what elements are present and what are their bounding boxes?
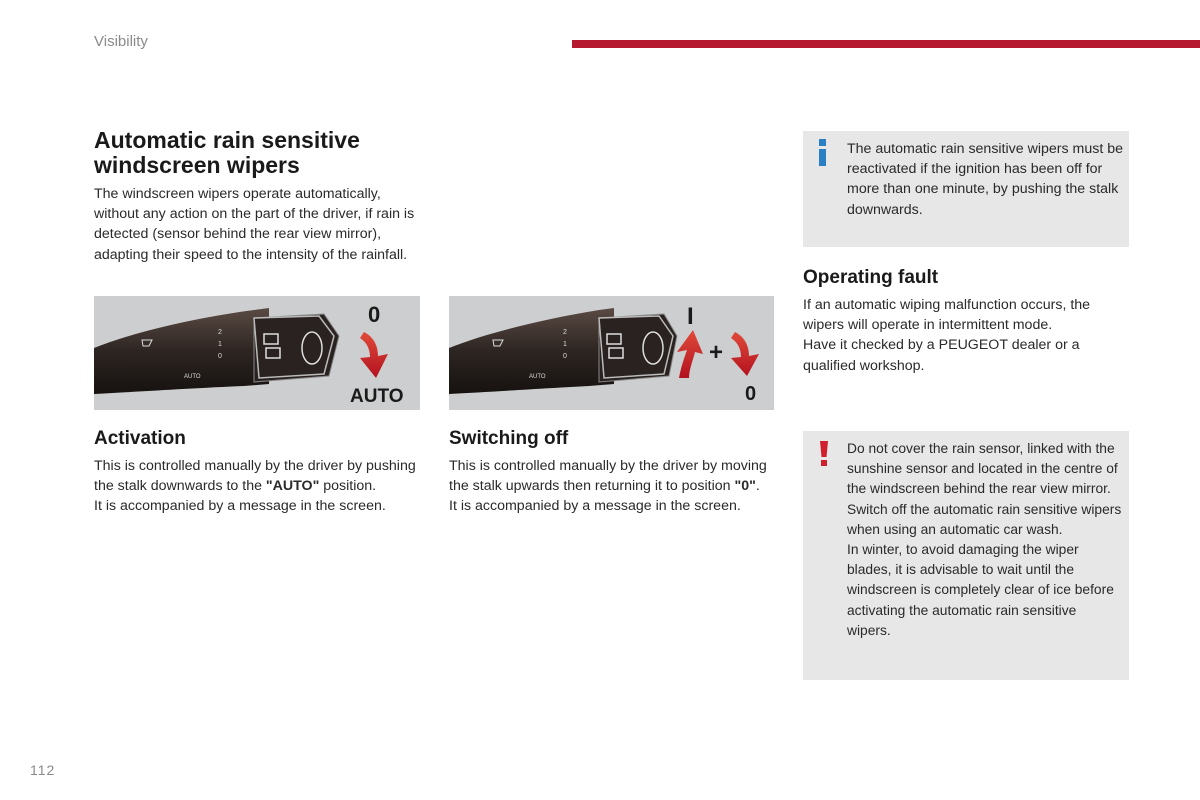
page-title [94, 128, 414, 178]
operating-fault-text-2: Have it checked by a PEUGEOT dealer or a qualified workshop. [803, 337, 1080, 374]
operating-fault-heading: Operating fault [803, 267, 939, 288]
illustration-activation [94, 296, 420, 410]
activation-auto-term: "AUTO" [265, 478, 320, 495]
position-0-label: 0 [745, 383, 757, 405]
warning-paragraph-1: Do not cover the rain sensor, linked with the sunshine sensor and located in the centre of the windscreen behind the rear view mirror. [847, 441, 1118, 497]
switching-off-heading: Switching off [449, 428, 569, 449]
svg-text:0: 0 [218, 353, 222, 360]
switching-off-message-note: It is accompanied by a message in the screen. [449, 498, 741, 515]
svg-text:1: 1 [563, 341, 567, 348]
header-section-label: Visibility [94, 33, 148, 50]
warning-paragraph-3: In winter, to avoid damaging the wiper blades, it is advisable to wait until the windscreen is completely clear of ice before activating the automatic rain sensitive wipers. [847, 542, 1114, 638]
switching-off-text-start: This is controlled manually by the driver by moving the stalk upwards then returning it to position [449, 458, 767, 495]
activation-message-note: It is accompanied by a message in the screen. [94, 498, 386, 515]
svg-text:1: 1 [218, 341, 222, 348]
svg-text:2: 2 [563, 329, 567, 336]
page-number: 112 [30, 762, 56, 778]
activation-heading: Activation [94, 428, 186, 449]
warning-paragraph-2: Switch off the automatic rain sensitive wipers when using an automatic car wash. [847, 501, 1122, 537]
exclamation-icon [817, 439, 831, 467]
plus-sign: + [709, 339, 724, 366]
switching-off-text [449, 456, 775, 517]
intro-paragraph: The windscreen wipers operate automatically, without any action on the part of the driver, if rain is detected (sensor behind the rear view mirror), adapting their speed to the intensity of the rainfall. [94, 186, 415, 263]
illustration-switching-off [449, 296, 774, 410]
wiper-stalk [449, 308, 677, 394]
stalk-auto-label: AUTO [529, 374, 546, 380]
switching-off-text-end: . [755, 478, 760, 495]
stalk-auto-label: AUTO [184, 374, 201, 380]
warning-panel [803, 431, 1129, 680]
activation-text-start: This is controlled manually by the driver by pushing the stalk downwards to the [94, 458, 416, 495]
header-accent-bar [572, 40, 1200, 48]
position-0-label: 0 [368, 302, 381, 327]
page-title-line2: windscreen wipers [94, 152, 300, 178]
info-panel-text: The automatic rain sensitive wipers must be reactivated if the ignition has been off for more than one minute, by pushing the stalk downwards. [847, 141, 1123, 218]
position-auto-label: AUTO [350, 386, 404, 407]
position-i-label: I [687, 303, 694, 330]
arrow-down-icon [731, 332, 759, 376]
activation-text-end: position. [319, 478, 377, 495]
arrow-down-icon [360, 332, 388, 378]
arrow-up-icon [677, 330, 703, 378]
svg-text:0: 0 [563, 353, 567, 360]
warning-panel-text [847, 439, 1123, 641]
switching-off-zero-term: "0" [734, 478, 756, 495]
operating-fault-text [803, 295, 1133, 376]
info-panel [803, 131, 1129, 247]
activation-text [94, 456, 420, 517]
page-title-line1: Automatic rain sensitive [94, 127, 360, 153]
info-icon [817, 137, 831, 167]
operating-fault-text-1: If an automatic wiping malfunction occurs, the wipers will operate in intermittent mode. [803, 297, 1091, 334]
svg-text:2: 2 [218, 329, 222, 336]
wiper-stalk [94, 308, 339, 394]
